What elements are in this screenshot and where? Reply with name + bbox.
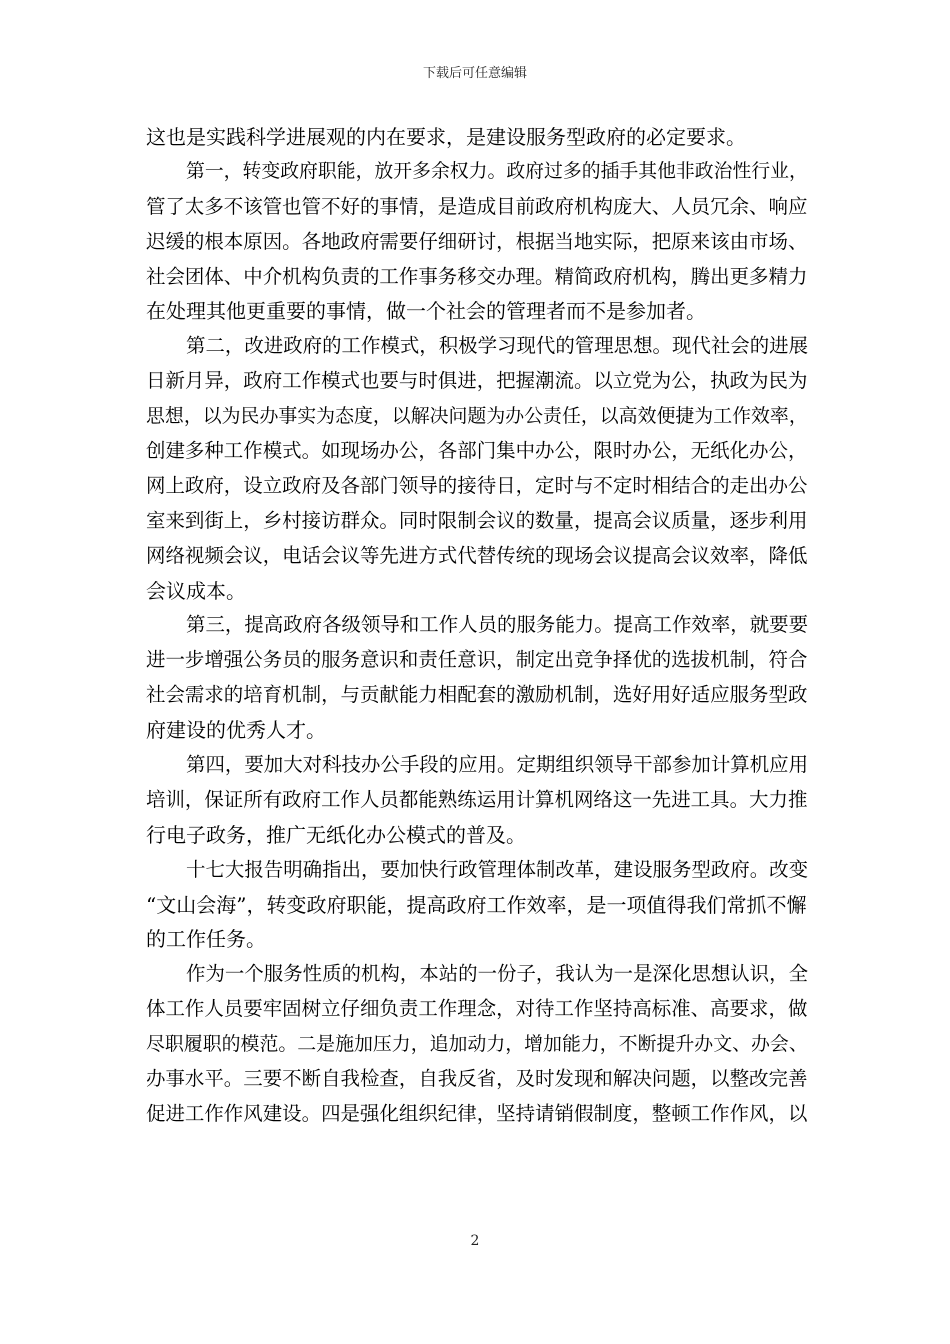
text-line: 十七大报告明确指出，要加快行政管理体制改革，建设服务型政府。改变 (186, 857, 809, 881)
text-line: 管了太多不该管也管不好的事情，是造成目前政府机构庞大、人员冗余、响应 (146, 194, 808, 218)
text-line: 行电子政务，推广无纸化办公模式的普及。 (146, 822, 526, 847)
text-line: 进一步增强公务员的服务意识和责任意识，制定出竞争择优的选拔机制，符合 (146, 648, 808, 672)
text-line: “文山会海”，转变政府职能，提高政府工作效率，是一项值得我们常抓不懈 (146, 892, 807, 917)
text-line: 思想，以为民办事实为态度，以解决问题为办公责任，以高效便捷为工作效率， (146, 405, 808, 428)
text-line: 办事水平。三要不断自我检查，自我反省，及时发现和解决问题，以整改完善 (146, 1067, 808, 1091)
text-line: 的工作任务。 (146, 927, 266, 952)
text-line: 这也是实践科学进展观的内在要求，是建设服务型政府的必定要求。 (146, 125, 746, 149)
page-number: 2 (470, 1233, 480, 1249)
document-body (146, 120, 808, 1132)
text-line: 作为一个服务性质的机构，本站的一份子，我认为一是深化思想认识，全 (186, 962, 809, 986)
text-line: 第四，要加大对科技办公手段的应用。定期组织领导干部参加计算机应用 (186, 753, 809, 777)
text-line: 创建多种工作模式。如现场办公，各部门集中办公，限时办公，无纸化办公， (146, 439, 808, 463)
text-line: 社会需求的培育机制，与贡献能力相配套的激励机制，选好用好适应服务型政 (146, 683, 808, 707)
text-line: 网络视频会议，电话会议等先进方式代替传统的现场会议提高会议效率，降低 (146, 543, 808, 567)
text-line: 会议成本。 (146, 578, 246, 603)
text-line: 在处理其他更重要的事情，做一个社会的管理者而不是参加者。 (146, 299, 706, 324)
text-line: 第一，转变政府职能，放开多余权力。政府过多的插手其他非政治性行业， (186, 160, 808, 182)
text-line: 第二，改进政府的工作模式，积极学习现代的管理思想。现代社会的进展 (186, 334, 809, 358)
text-line: 尽职履职的模范。二是施加压力，追加动力，增加能力，不断提升办文、办会、 (146, 1033, 808, 1056)
text-line: 迟缓的根本原因。各地政府需要仔细研讨，根据当地实际，把原来该由市场、 (146, 229, 808, 253)
text-line: 日新月异，政府工作模式也要与时俱进，把握潮流。以立党为公，执政为民为 (146, 369, 808, 393)
text-line: 社会团体、中介机构负责的工作事务移交办理。精简政府机构，腾出更多精力 (146, 264, 808, 288)
text-line: 室来到街上，乡村接访群众。同时限制会议的数量，提高会议质量，逐步利用 (146, 508, 808, 532)
text-line: 第三，提高政府各级领导和工作人员的服务能力。提高工作效率，就要要 (186, 613, 809, 637)
text-line: 培训，保证所有政府工作人员都能熟练运用计算机网络这一先进工具。大力推 (146, 787, 808, 811)
text-line: 体工作人员要牢固树立仔细负责工作理念，对待工作坚持高标准、高要求，做 (146, 997, 808, 1021)
text-line: 促进工作作风建设。四是强化组织纪律，坚持请销假制度，整顿工作作风，以 (146, 1101, 808, 1125)
page-header: 下载后可任意编辑 (422, 66, 527, 81)
text-line: 网上政府，设立政府及各部门领导的接待日，定时与不定时相结合的走出办公 (146, 473, 808, 497)
text-line: 府建设的优秀人才。 (146, 718, 326, 743)
